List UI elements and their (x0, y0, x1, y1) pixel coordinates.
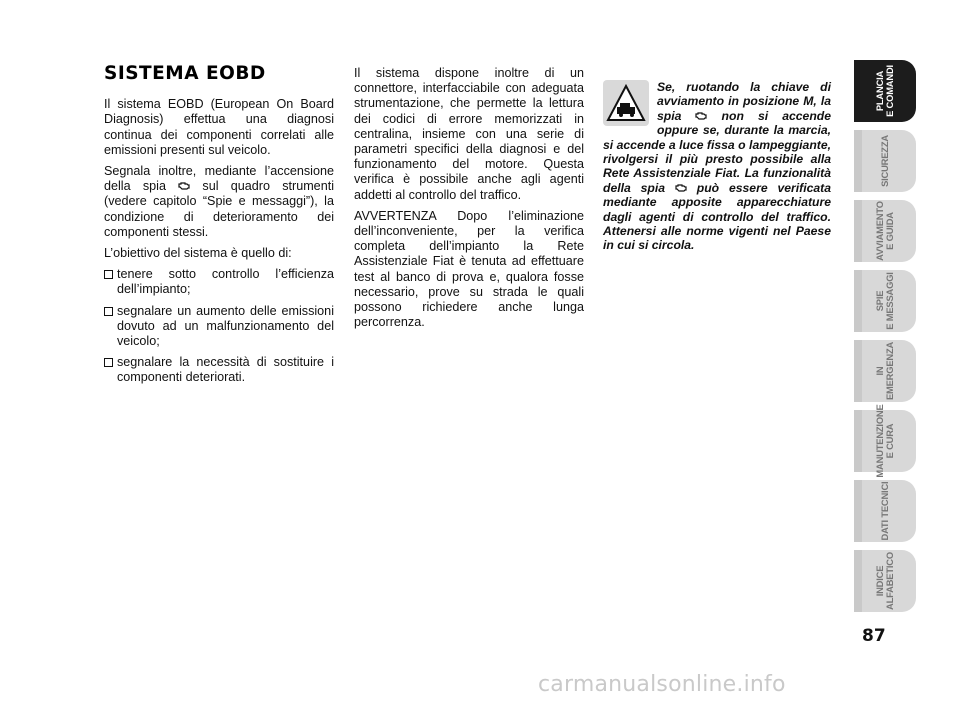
warning-triangle-icon (603, 80, 649, 126)
tab-spie-e-messaggi[interactable]: SPIE E MESSAGGI (854, 270, 916, 332)
tab-manutenzione-e-cura[interactable]: MANUTENZIONE E CURA (854, 410, 916, 472)
checkbox-bullet-icon (104, 270, 113, 279)
tab-in-emergenza[interactable]: IN EMERGENZA (854, 340, 916, 402)
connector-paragraph: Il sistema dispone inoltre di un connettore, interfacciabile con adeguata strumentazione, che permette la lettura dei codici di errore memorizzati in centralina, insieme con una serie di parametri specifici della diagnosi e del funzionamento del motore. Questa verifica è possibile anche agli agenti addetti al controllo del traffico. (354, 66, 584, 202)
indicator-paragraph: Segnala inoltre, mediante l’accensione della spia sul quadro strumenti (vedere capitolo “Spie e messaggi”), la condizione di deterioramento dei componenti stessi. (104, 164, 334, 239)
page-title: SISTEMA EOBD (104, 63, 266, 84)
avvertenza-paragraph: AVVERTENZA Dopo l’eliminazione dell’inconveniente, per la verifica completa dell’impianto la Rete Assistenziale Fiat è tenuta ad effettuare test al banco di prova e, qualora fosse necessario, prove su strada le quali possono richiedere anche lunga percorrenza. (354, 208, 584, 330)
list-item: segnalare un aumento delle emissioni dovuto ad un malfunzionamento del veicolo; (104, 304, 334, 350)
engine-warning-icon (178, 181, 190, 191)
checkbox-bullet-icon (104, 307, 113, 316)
middle-column (354, 66, 584, 336)
tab-sicurezza[interactable]: SICUREZZA (854, 130, 916, 192)
tab-plancia-e-comandi[interactable]: PLANCIA E COMANDI (854, 60, 916, 122)
left-column (104, 63, 334, 392)
intro-paragraph: Il sistema EOBD (European On Board Diagnosis) effettua una diagnosi continua dei componenti correlati alle emissioni presenti sul veicolo. (104, 97, 334, 157)
tab-indice-alfabetico[interactable]: INDICE ALFABETICO (854, 550, 916, 612)
objective-paragraph: L’obiettivo del sistema è quello di: (104, 246, 292, 261)
checkbox-bullet-icon (104, 358, 113, 367)
warning-box: Se, ruotando la chiave di avviamento in posizione M, la spia non si accende oppure se, durante la marcia, si accende a luce fissa o lampeggiante, rivolgersi il più presto possibile alla Rete Assistenziale Fiat. La funzionalità della spia può essere verificata mediante apposite apparecchiature dagli agenti di controllo del traffico. Attenersi alle norme vigenti nel Paese in cui si circola. (603, 80, 831, 253)
page-number: 87 (862, 626, 886, 646)
engine-warning-icon (675, 183, 687, 193)
list-item: tenere sotto controllo l’efficienza dell’impianto; (104, 267, 334, 297)
tab-dati-tecnici[interactable]: DATI TECNICI (854, 480, 916, 542)
list-item: segnalare la necessità di sostituire i componenti deteriorati. (104, 355, 334, 385)
watermark: carmanualsonline.info (538, 672, 786, 697)
engine-warning-icon (695, 111, 707, 121)
tab-avviamento-e-guida[interactable]: AVVIAMENTO E GUIDA (854, 200, 916, 262)
